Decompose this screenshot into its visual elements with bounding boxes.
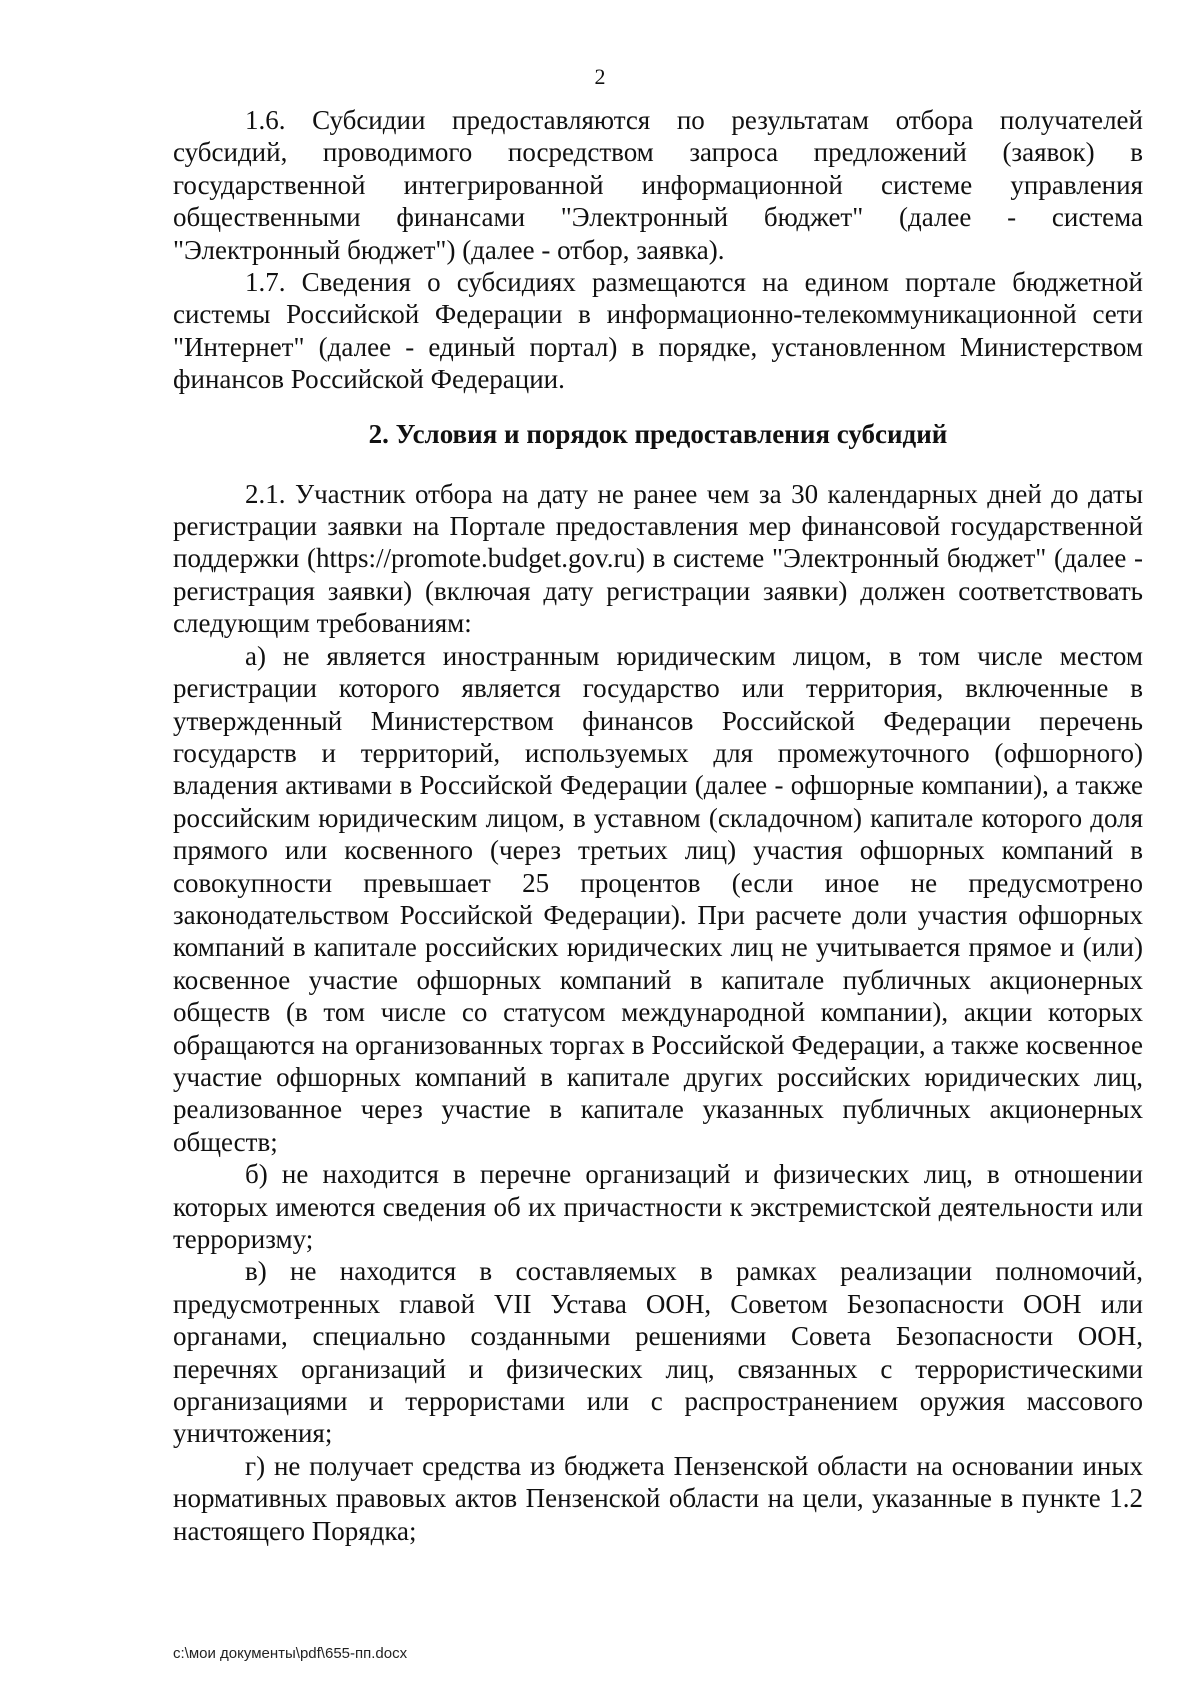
list-item-v: в) не находится в составляемых в рамках реализации полномочий, предусмотренных главой VII Устава ООН, Советом Безопасности ООН или органами, специально созданными решениями Совета Безопасности ООН, перечнях организаций и физических лиц, связанных с террористическими организациями и террористами или с распространением оружия массового уничтожения;: [173, 1256, 1143, 1449]
paragraph-2-1: 2.1. Участник отбора на дату не ранее чем за 30 календарных дней до даты регистрации заявки на Портале предоставления мер финансовой государственной поддержки (https://promote.budget.gov.ru) в системе "Электронный бюджет" (далее - регистрация заявки) (включая дату регистрации заявки) должен соответствовать следующим требованиям:: [173, 478, 1143, 639]
list-item-g: г) не получает средства из бюджета Пензенской области на основании иных нормативных правовых актов Пензенской области на цели, указанные в пункте 1.2 настоящего Порядка;: [173, 1450, 1143, 1546]
footer-file-path: c:\мои документы\pdf\655-пп.docx: [173, 1645, 408, 1662]
page-number: 2: [594, 64, 606, 89]
document-body: [173, 104, 1143, 1547]
paragraph-1-6: 1.6. Субсидии предоставляются по результатам отбора получателей субсидий, проводимого посредством запроса предложений (заявок) в государственной интегрированной информационной системе управления общественными финансами "Электронный бюджет" (далее - система "Электронный бюджет") (далее - отбор, заявка).: [173, 105, 1143, 265]
paragraph-1-7: 1.7. Сведения о субсидиях размещаются на едином портале бюджетной системы Российской Федерации в информационно-телекоммуникационной сети "Интернет" (далее - единый портал) в порядке, установленном Министерством финансов Российской Федерации.: [173, 267, 1143, 395]
section-heading: 2. Условия и порядок предоставления субсидий: [368, 418, 948, 449]
list-item-a: а) не является иностранным юридическим лицом, в том числе местом регистрации которого является государство или территория, включенные в утвержденный Министерством финансов Российской Федерации перечень государств и территорий, используемых для промежуточного (офшорного) владения активами в Российской Федерации (далее - офшорные компании), а также российским юридическим лицом, в уставном (складочном) капитале которого доля прямого или косвенного (через третьих лиц) участия офшорных компаний в совокупности превышает 25 процентов (если иное не предусмотрено законодательством Российской Федерации). При расчете доли участия офшорных компаний в капитале российских юридических лиц не учитывается прямое и (или) косвенное участие офшорных компаний в капитале публичных акционерных обществ (в том числе со статусом международной компании), акции которых обращаются на организованных торгах в Российской Федерации, а также косвенное участие офшорных компаний в капитале других российских юридических лиц, реализованное через участие в капитале указанных публичных акционерных обществ;: [173, 640, 1143, 1157]
list-item-b: б) не находится в перечне организаций и физических лиц, в отношении которых имеются сведения об их причастности к экстремистской деятельности или терроризму;: [173, 1159, 1143, 1254]
